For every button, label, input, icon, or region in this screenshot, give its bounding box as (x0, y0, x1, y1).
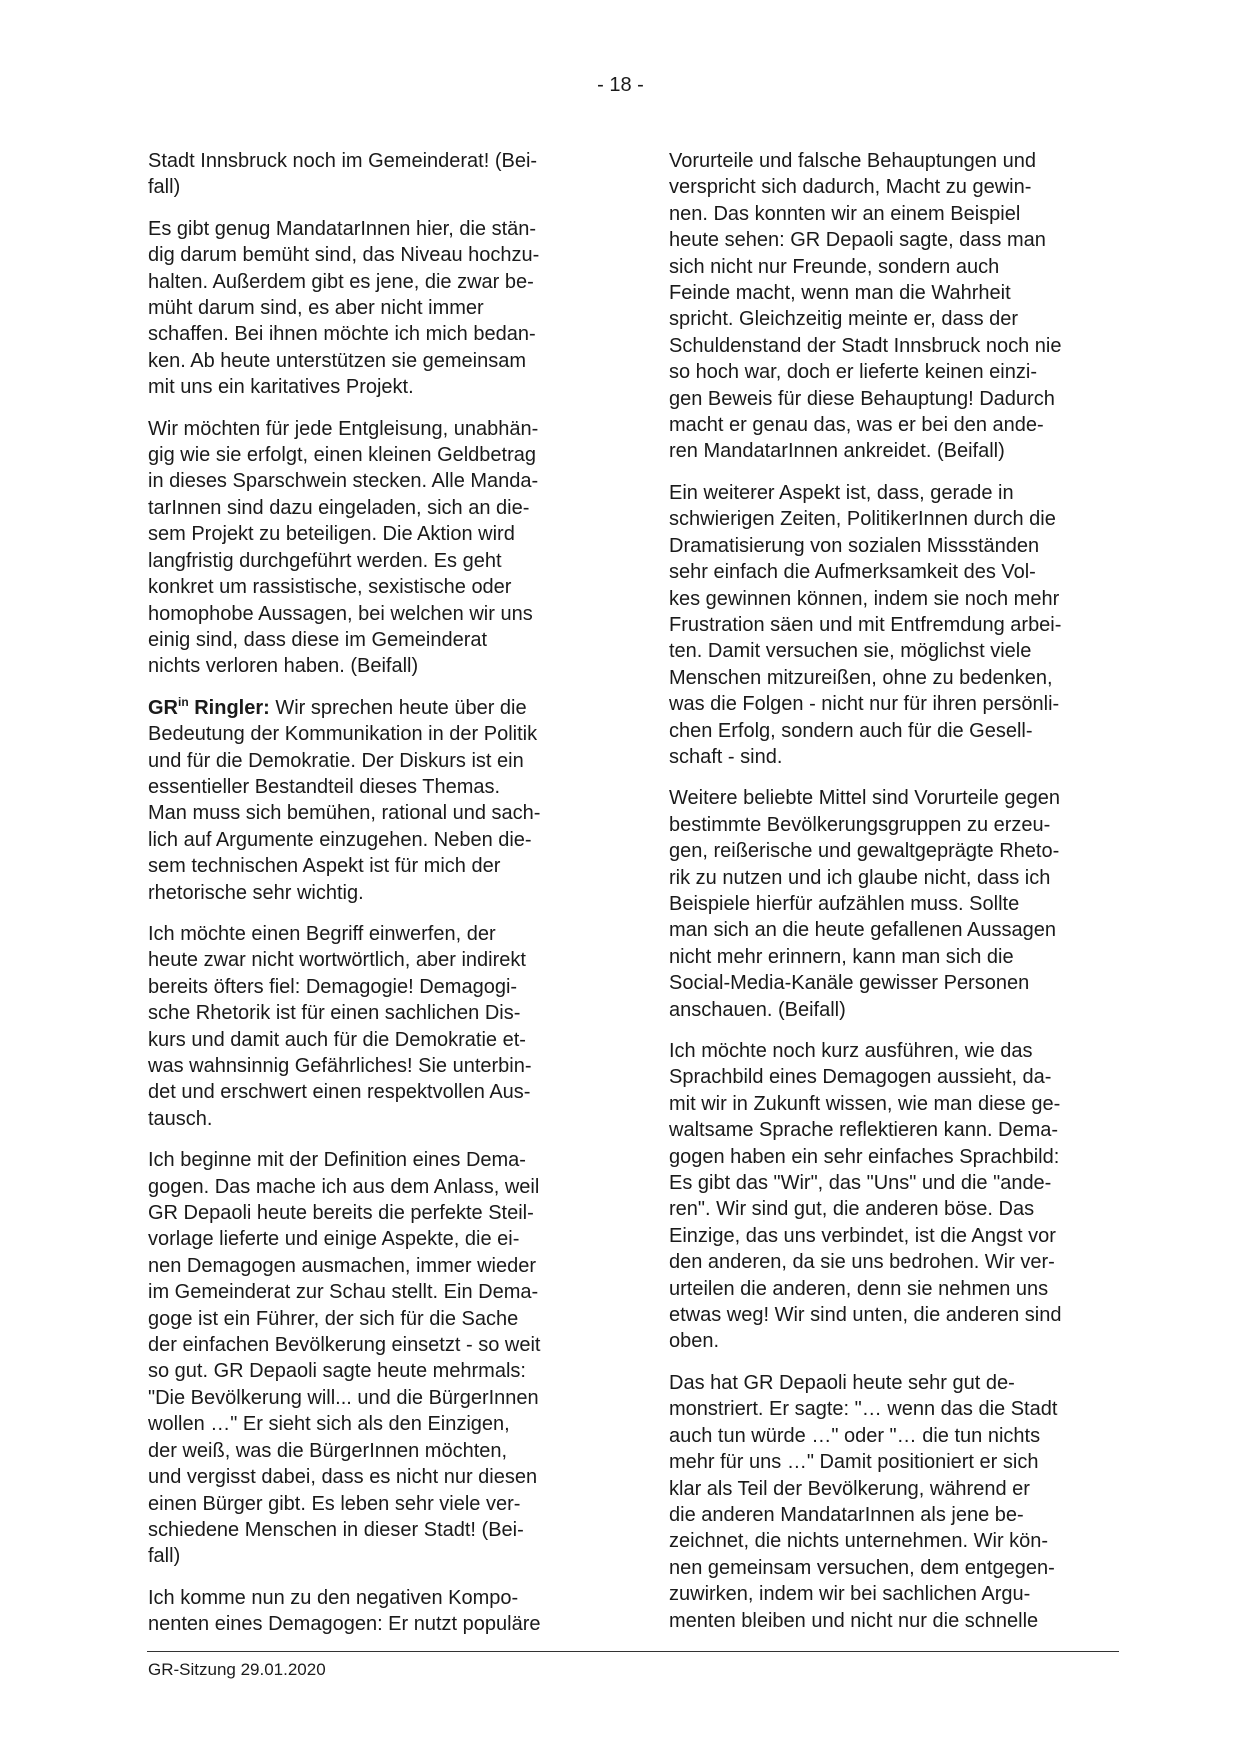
text-line: Social-Media-Kanäle gewisser Personen (669, 972, 1030, 995)
text-line: gig wie sie erfolgt, einen kleinen Geldbetrag (148, 444, 537, 467)
paragraph (148, 1585, 596, 1638)
text-line: bestimmte Bevölkerungsgruppen zu erzeu- (669, 813, 1051, 836)
paragraph (148, 1147, 596, 1570)
text-line: Ich möchte einen Begriff einwerfen, der (148, 922, 496, 945)
text-line: nen gemeinsam versuchen, dem entgegen- (669, 1556, 1055, 1579)
text-line: Bedeutung der Kommunikation in der Politik (148, 723, 538, 746)
text-line: man sich an die heute gefallenen Aussagen (669, 919, 1056, 942)
paragraph (148, 416, 596, 680)
text-line: goge ist ein Führer, der sich für die Sache (148, 1307, 519, 1330)
text-line: und für die Demokratie. Der Diskurs ist ein (148, 749, 524, 772)
text-line: gogen. Das mache ich aus dem Anlass, weil (148, 1175, 540, 1198)
text-line: Ich komme nun zu den negativen Kompo- (148, 1586, 519, 1609)
text-line: die anderen MandatarInnen als jene be- (669, 1503, 1024, 1526)
text-line: Man muss sich bemühen, rational und sach- (148, 802, 541, 825)
paragraph (669, 785, 1117, 1023)
text-line: so gut. GR Depaoli sagte heute mehrmals: (148, 1360, 526, 1383)
text-line: lich auf Argumente einzugehen. Neben die- (148, 828, 532, 851)
text-line: nen. Das konnten wir an einem Beispiel (669, 202, 1021, 225)
text-line: sche Rhetorik ist für einen sachlichen Dis- (148, 1002, 521, 1025)
text-line: etwas weg! Wir sind unten, die anderen sind (669, 1304, 1062, 1327)
text-line: heute zwar nicht wortwörtlich, aber indirekt (148, 949, 526, 972)
text-line: waltsame Sprache reflektieren kann. Dema- (669, 1119, 1059, 1142)
paragraph (148, 216, 596, 401)
text-line: Es gibt das "Wir", das "Uns" und die "ande- (669, 1172, 1052, 1195)
left-column (148, 148, 596, 1653)
text-line: monstriert. Er sagte: "… wenn das die Stadt (669, 1398, 1058, 1421)
text-line: schaffen. Bei ihnen möchte ich mich bedan- (148, 323, 536, 346)
text-line: nenten eines Demagogen: Er nutzt populäre (148, 1613, 541, 1636)
text-line: mit wir in Zukunft wissen, wie man diese ge- (669, 1092, 1061, 1115)
text-line: zuwirken, indem wir bei sachlichen Argu- (669, 1583, 1031, 1606)
page-number: - 18 - (597, 74, 644, 96)
text-line: fall) (148, 1545, 181, 1568)
footer-divider (147, 1651, 1119, 1652)
text-line: dig darum bemüht sind, das Niveau hochzu- (148, 244, 540, 267)
text-line: Weitere beliebte Mittel sind Vorurteile gegen (669, 787, 1060, 810)
speaker-name: Ringler: (188, 696, 270, 719)
text-line: essentieller Bestandteil dieses Themas. (148, 775, 501, 798)
text-line: Ein weiterer Aspekt ist, dass, gerade in (669, 481, 1014, 504)
text-line: fall) (148, 176, 181, 199)
text-line: oben. (669, 1330, 720, 1353)
text-line: mehr für uns …" Damit positioniert er sich (669, 1451, 1039, 1474)
text-line: gen, reißerische und gewaltgeprägte Rheto- (669, 840, 1060, 863)
text-line: der weiß, was die BürgerInnen möchten, (148, 1439, 508, 1462)
text-line: Einzige, das uns verbindet, ist die Angst vor (669, 1224, 1056, 1247)
text-line: wollen …" Er sieht sich als den Einzigen, (148, 1413, 510, 1436)
text-line: in dieses Sparschwein stecken. Alle Manda- (148, 470, 539, 493)
text-line: halten. Außerdem gibt es jene, die zwar be- (148, 270, 534, 293)
text-line: Ich beginne mit der Definition eines Dema- (148, 1149, 526, 1172)
text-line: was die Folgen - nicht nur für ihren persönli- (669, 693, 1060, 716)
text-line: langfristig durchgeführt werden. Es geht (148, 549, 502, 572)
text-line: klar als Teil der Bevölkerung, während er (669, 1477, 1030, 1500)
text-line: mit uns ein karitatives Projekt. (148, 376, 414, 399)
text-line: nichts verloren haben. (Beifall) (148, 655, 419, 678)
paragraph (669, 480, 1117, 770)
text-line: nen Demagogen ausmachen, immer wieder (148, 1254, 536, 1277)
text-line: "Die Bevölkerung will... und die BürgerInnen (148, 1386, 539, 1409)
text-line: sich nicht nur Freunde, sondern auch (669, 255, 1000, 278)
text-line: ken. Ab heute unterstützen sie gemeinsam (148, 349, 527, 372)
text-line: det und erschwert einen respektvollen Aus- (148, 1081, 531, 1104)
text-line: Sprachbild eines Demagogen aussieht, da- (669, 1066, 1052, 1089)
text-line: Es gibt genug MandatarInnen hier, die stän- (148, 217, 537, 240)
text-line: der einfachen Bevölkerung einsetzt - so weit (148, 1334, 541, 1357)
text-line: Stadt Innsbruck noch im Gemeinderat! (Bei- (148, 150, 538, 172)
text-line: ten. Damit versuchen sie, möglichst viele (669, 640, 1032, 663)
text-line: GR Depaoli heute bereits die perfekte Steil- (148, 1202, 534, 1225)
text-line: konkret um rassistische, sexistische oder (148, 576, 512, 599)
paragraph (148, 148, 596, 201)
paragraph (669, 1038, 1117, 1355)
text-line: kurs und damit auch für die Demokratie et- (148, 1028, 526, 1051)
text-line: urteilen die anderen, denn sie nehmen uns (669, 1277, 1049, 1300)
text-line: vorlage lieferte und einige Aspekte, die ei- (148, 1228, 520, 1251)
text-line: tausch. (148, 1107, 213, 1130)
text-line: heute sehen: GR Depaoli sagte, dass man (669, 229, 1046, 252)
text-line: gogen haben ein sehr einfaches Sprachbild: (669, 1145, 1060, 1168)
text-line: tarInnen sind dazu eingeladen, sich an die- (148, 496, 530, 519)
text-line: was wahnsinnig Gefährliches! Sie unterbin- (148, 1055, 532, 1077)
text-line: menten bleiben und nicht nur die schnelle (669, 1609, 1039, 1632)
text-line: Schuldenstand der Stadt Innsbruck noch nie (669, 334, 1062, 357)
text-line: Wir möchten für jede Entgleisung, unabhän- (148, 417, 539, 440)
text-line: rik zu nutzen und ich glaube nicht, dass ich (669, 866, 1051, 889)
text-line: verspricht sich dadurch, Macht zu gewin- (669, 176, 1032, 199)
text-line: einen Bürger gibt. Es leben sehr viele ver- (148, 1492, 521, 1515)
text-line: Das hat GR Depaoli heute sehr gut de- (669, 1371, 1015, 1394)
text-line: auch tun würde …" oder "… die tun nichts (669, 1424, 1041, 1447)
text-line: sehr einfach die Aufmerksamkeit des Vol- (669, 561, 1036, 584)
text-line: bereits öfters fiel: Demagogie! Demagogi- (148, 975, 518, 998)
text-line: kes gewinnen können, indem sie noch mehr (669, 587, 1060, 610)
text-line: chen Erfolg, sondern auch für die Gesell- (669, 719, 1033, 742)
speaker-title-suffix: in (178, 694, 189, 709)
text-line: und vergisst dabei, dass es nicht nur diesen (148, 1466, 538, 1489)
text-line: müht darum sind, es aber nicht immer (148, 297, 484, 320)
text-line: zeichnet, die nichts unternehmen. Wir kön- (669, 1530, 1049, 1553)
text-line: Ich möchte noch kurz ausführen, wie das (669, 1040, 1033, 1062)
text-line: ren". Wir sind gut, die anderen böse. Das (669, 1198, 1035, 1221)
text-line: im Gemeinderat zur Schau stellt. Ein Dema- (148, 1281, 539, 1304)
text-line: schwierigen Zeiten, PolitikerInnen durch die (669, 508, 1056, 531)
text-line: Feinde macht, wenn man die Wahrheit (669, 282, 1011, 305)
paragraph (148, 921, 596, 1132)
text-line: einig sind, dass diese im Gemeinderat (148, 628, 488, 651)
text-line: gen Beweis für diese Behauptung! Dadurch (669, 387, 1055, 410)
speaker-label (148, 694, 270, 719)
text-line: homophobe Aussagen, bei welchen wir uns (148, 602, 533, 625)
text-line: macht er genau das, was er bei den ande- (669, 414, 1044, 437)
text-line: Frustration säen und mit Entfremdung arbei- (669, 613, 1062, 636)
right-column (669, 148, 1117, 1649)
paragraph (669, 148, 1117, 465)
speaker-title: GR (148, 696, 178, 719)
text-line: schiedene Menschen in dieser Stadt! (Bei- (148, 1518, 524, 1541)
text-line: Menschen mitzureißen, ohne zu bedenken, (669, 666, 1053, 689)
text-line: schaft - sind. (669, 745, 783, 768)
text-line: den anderen, da sie uns bedrohen. Wir ver- (669, 1251, 1055, 1274)
speaker-first-line (148, 694, 527, 719)
text-line: Beispiele hierfür aufzählen muss. Sollte (669, 892, 1020, 915)
footer-session-date: GR-Sitzung 29.01.2020 (148, 1660, 326, 1679)
paragraph (669, 1370, 1117, 1634)
text-line: anschauen. (Beifall) (669, 998, 846, 1021)
text-line: sem technischen Aspekt ist für mich der (148, 855, 501, 878)
speaker-paragraph (148, 695, 596, 906)
text-line: Dramatisierung von sozialen Missständen (669, 534, 1040, 557)
text-line: ren MandatarInnen ankreidet. (Beifall) (669, 440, 1005, 463)
text-line: nicht mehr erinnern, kann man sich die (669, 945, 1014, 968)
text-line: Vorurteile und falsche Behauptungen und (669, 150, 1036, 172)
text-line: so hoch war, doch er lieferte keinen einzi- (669, 361, 1037, 384)
text-line: rhetorische sehr wichtig. (148, 881, 364, 904)
speaker-line-text: Wir sprechen heute über die (269, 696, 527, 719)
text-line: spricht. Gleichzeitig meinte er, dass der (669, 308, 1019, 331)
text-line: sem Projekt zu beteiligen. Die Aktion wird (148, 523, 515, 546)
